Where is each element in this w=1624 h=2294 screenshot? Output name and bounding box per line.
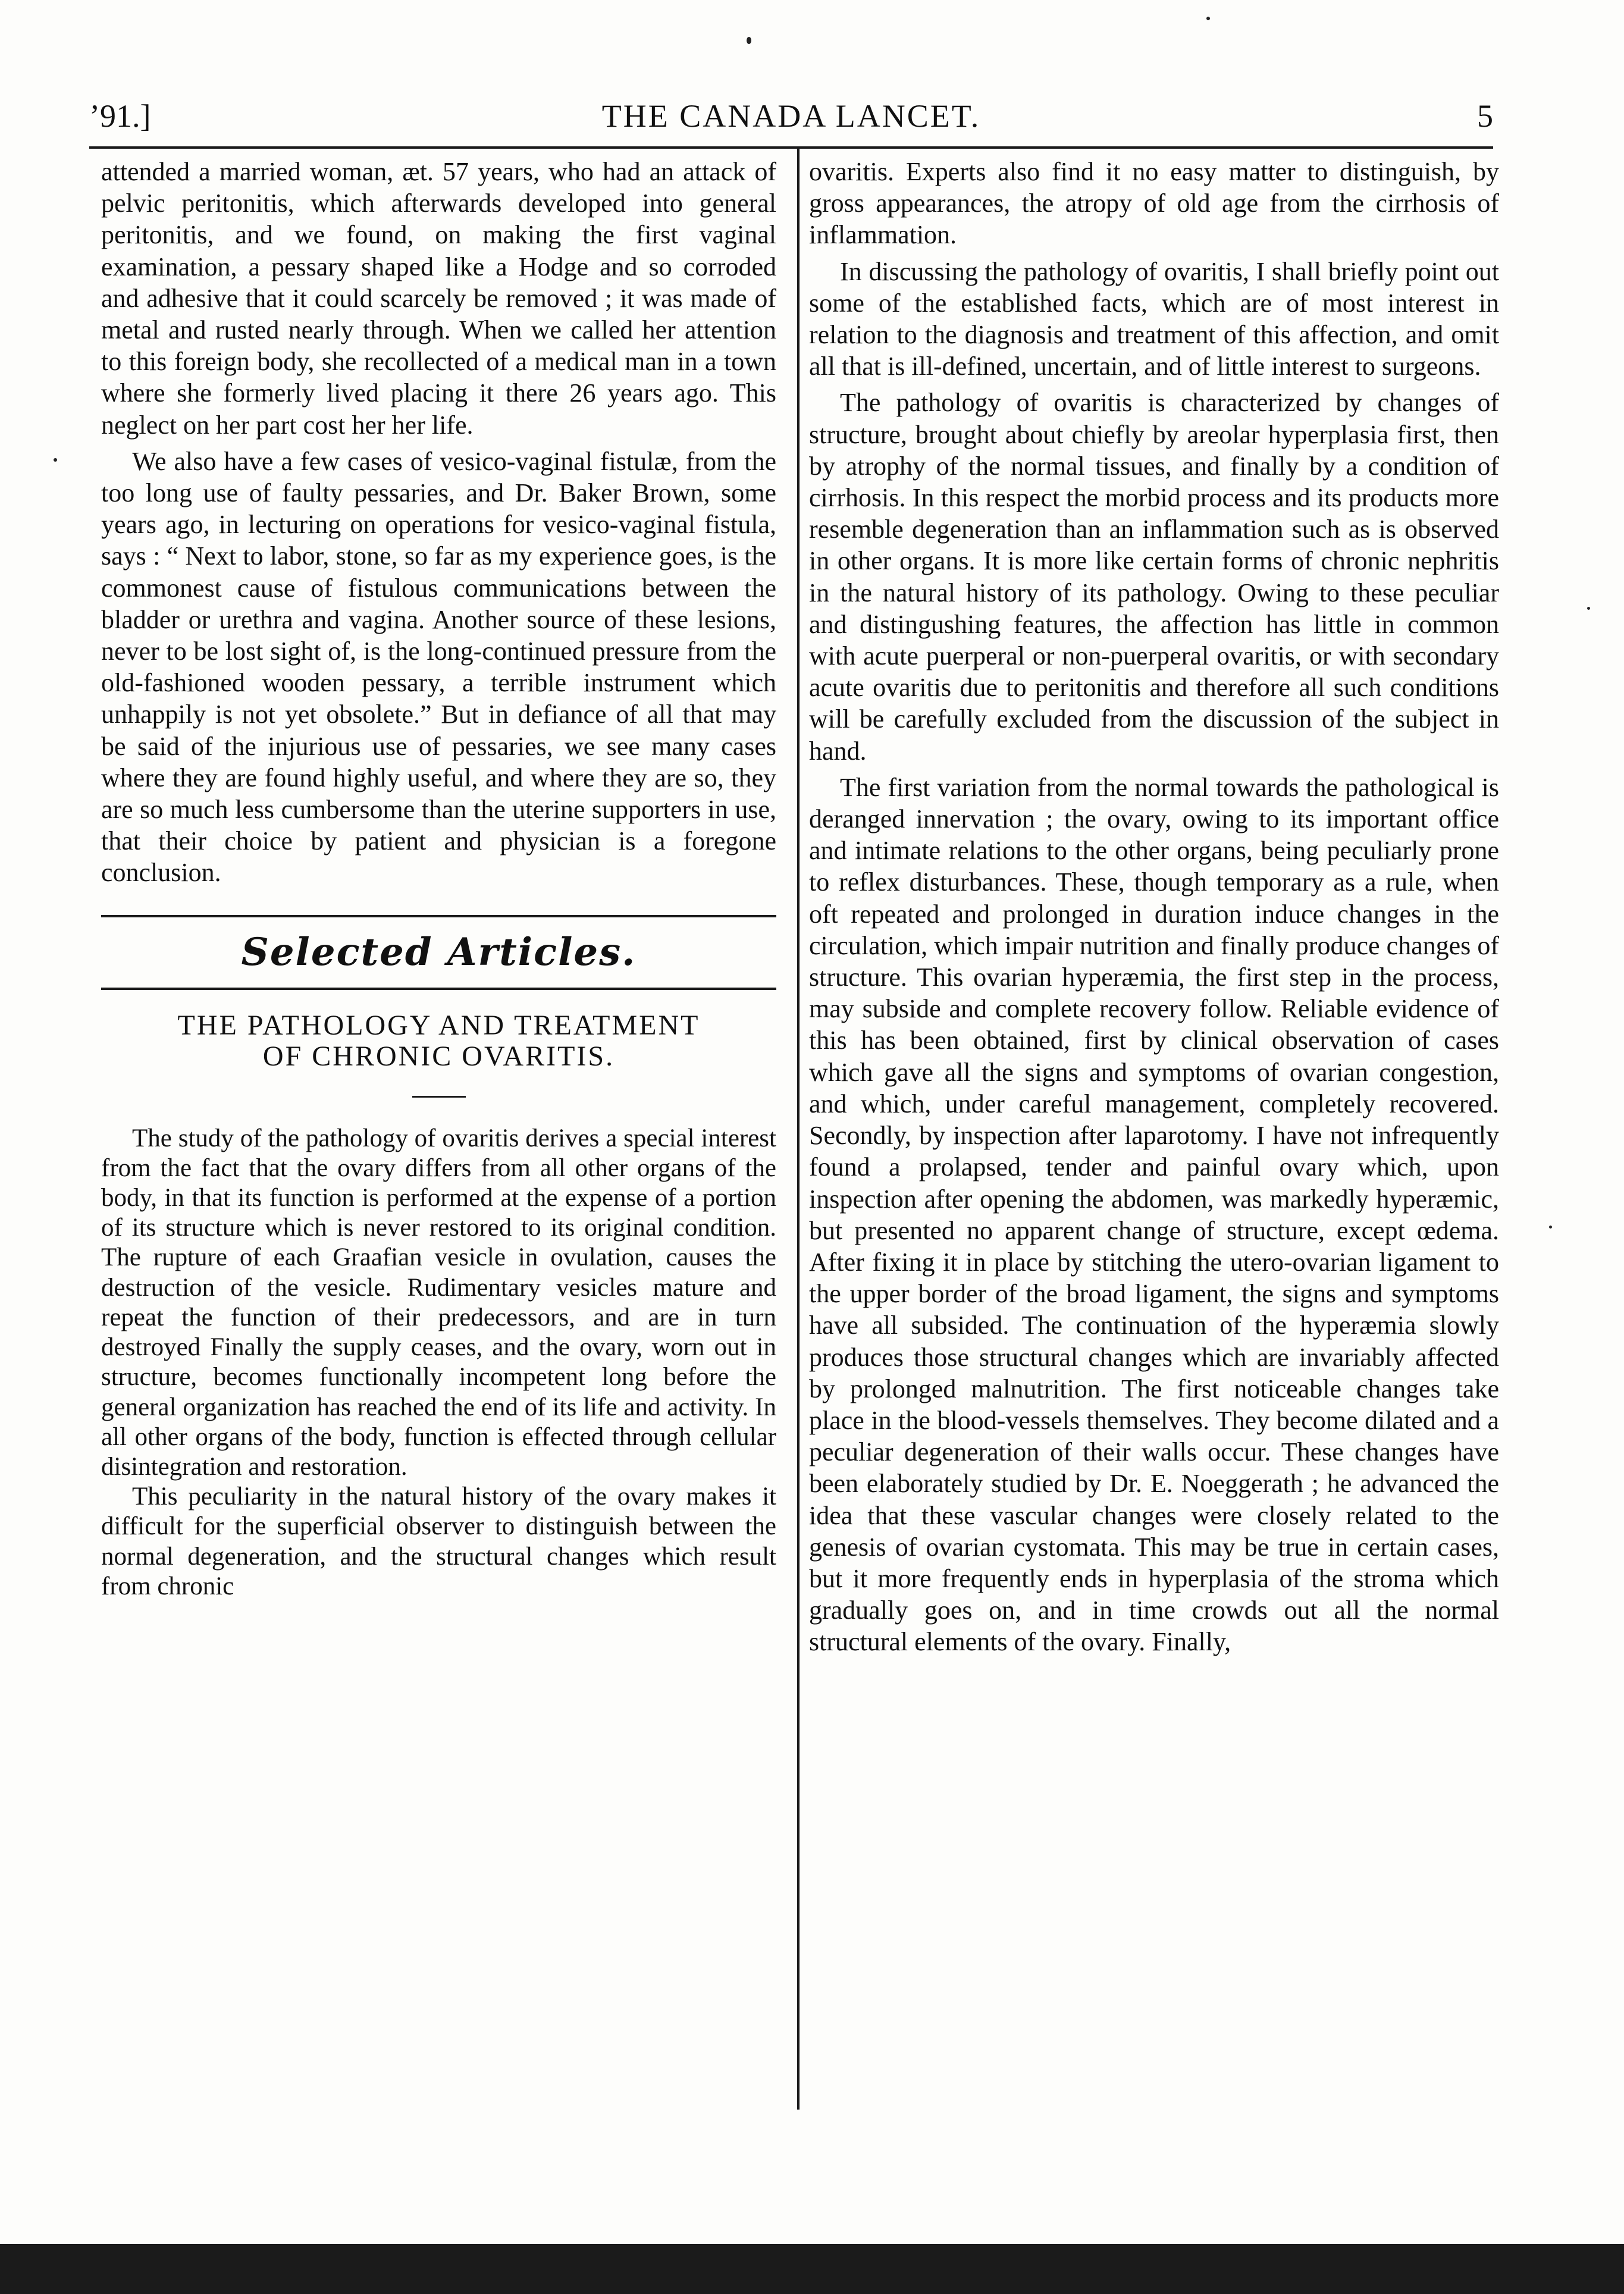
title-divider bbox=[412, 1096, 466, 1098]
body-paragraph: We also have a few cases of vesico-vaginal fistulæ, from the too long use of faulty pessaries, and Dr. Baker Brown, some years ago, in lecturing on operations for vesico-vaginal fistula, says : “ Next to labor, stone, so far as my experience goes, is the commonest cause of fistulous communications between the bladder or urethra and vagina. Another source of these lesions, never to be lost sight of, is the long-continued pressure from the old-fashioned wooden pessary, a terrible instrument which unhappily is not yet obsolete.” But in defiance of all that may be said of the injurious use of pessaries, we see many cases where they are found highly useful, and where they are so, they are so much less cumbersome than the uterine supporters in use, that their choice by patient and physician is a foregone conclusion. bbox=[101, 446, 776, 888]
journal-title: THE CANADA LANCET. bbox=[601, 98, 981, 134]
article-paragraph: This peculiarity in the natural history of the ovary makes it difficult for the superficial observer to distinguish between the normal degeneration, and the structural changes which result from chronic bbox=[101, 1483, 776, 1600]
page-number: 5 bbox=[1477, 98, 1493, 134]
article-title-line: THE PATHOLOGY AND TREATMENT bbox=[177, 1009, 700, 1041]
body-paragraph: In discussing the pathology of ovaritis, I shall briefly point out some of the established facts, which are of most interest in relation to the diagnosis and treatment of this affection, and omit all that is ill-defined, uncertain, and of little interest to surgeons. bbox=[809, 256, 1499, 381]
volume-year: ’91.] bbox=[89, 98, 151, 134]
header-rule-left bbox=[89, 146, 800, 149]
body-paragraph: The first variation from the normal towards the pathological is deranged innervation ; the ovary, owing to its important office and intimate relations to the other organs, being peculiarly prone to reflex disturbances. These, though temporary as a rule, when oft repeated and prolonged in duration induce changes in the circulation, which impair nutrition and finally produce changes of structure. This ovarian hyperæmia, the first step in the process, may subside and complete recovery follow. Reliable evidence of this has been obtained, first by clinical observation of cases which gave all the signs and symptoms of ovarian congestion, and which, under careful management, completely recovered. Secondly, by inspection after laparotomy. I have not infrequently found a prolapsed, tender and painful ovary which, upon inspection after opening the abdomen, was markedly hyperæmic, but presented no apparent change of structure, except œdema. After fixing it in place by stitching the utero-ovarian ligament to the upper border of the broad ligament, the signs and symptoms have all subsided. The continuation of the hyperæmia slowly produces those structural changes which are invariably affected by prolonged malnutrition. The first noticeable changes take place in the blood-vessels themselves. They become dilated and a peculiar degeneration of their walls occur. These changes have been elaborately studied by Dr. E. Noeggerath ; he advanced the idea that these vascular changes were closely related to the genesis of ovarian cystomata. This may be true in certain cases, but it more frequently ends in hyperplasia of the stroma which gradually goes on, and in time crowds out all the normal structural elements of the ovary. Finally, bbox=[809, 772, 1499, 1657]
scan-speck bbox=[747, 37, 751, 44]
section-heading: Selected Articles. bbox=[241, 929, 637, 974]
body-paragraph: attended a married woman, æt. 57 years, who had an attack of pelvic peritonitis, which afterwards developed into general peritonitis, and we found, on making the first vaginal examination, a pessary shaped like a Hodge and so corroded and adhesive that it could scarcely be removed ; it was made of metal and rusted nearly through. When we called her attention to this foreign body, she recollected of a medical man in a town where she formerly lived placing it there 26 years ago. This neglect on her part cost her her life. bbox=[101, 157, 776, 440]
body-paragraph: The pathology of ovaritis is characterized by changes of structure, brought about chiefly by areolar hyperplasia first, then by atrophy of the normal tissues, and finally by a condition of cirrhosis. In this respect the morbid process and its products more resemble degeneration than an inflammation such as is observed in other organs. It is more like certain forms of chronic nephritis in the natural history of its pathology. Owing to these peculiar and distingushing features, the affection has little in common with acute puerperal or non-puerperal ovaritis, or with secondary acute ovaritis due to peritonitis and therefore all such conditions will be carefully excluded from the discussion of the subject in hand. bbox=[809, 388, 1499, 766]
scan-edge-shadow bbox=[0, 2244, 1624, 2294]
section-rule-bottom bbox=[101, 988, 776, 990]
column-divider bbox=[797, 146, 800, 2110]
scan-speck bbox=[54, 458, 57, 462]
scan-speck bbox=[1549, 1226, 1552, 1229]
right-column bbox=[809, 156, 1499, 1658]
running-head bbox=[89, 89, 1493, 143]
article-title bbox=[101, 1010, 776, 1072]
body-paragraph: ovaritis. Experts also find it no easy matter to distinguish, by gross appearances, the atropy of old age from the cirrhosis of inflammation. bbox=[809, 157, 1499, 250]
article-paragraph: The study of the pathology of ovaritis derives a special interest from the fact that the ovary differs from all other organs of the body, in that its function is performed at the expense of a portion of its structure which is never restored to its original condition. The rupture of each Graafian vesicle in ovulation, causes the destruction of the vesicle. Rudimentary vesicles mature and repeat the function of their predecessors, and are in turn destroyed Finally the supply ceases, and the ovary, worn out in structure, becomes functionally incompetent long before the general organization has reached the end of its life and activity. In all other organs of the body, function is effected through cellular disintegration and restoration. bbox=[101, 1124, 776, 1481]
article-title-line: OF CHRONIC OVARITIS. bbox=[262, 1040, 615, 1072]
header-rule-right bbox=[800, 146, 1493, 149]
scan-speck bbox=[1587, 607, 1590, 610]
left-column bbox=[101, 156, 776, 1602]
scan-speck bbox=[1206, 17, 1210, 20]
